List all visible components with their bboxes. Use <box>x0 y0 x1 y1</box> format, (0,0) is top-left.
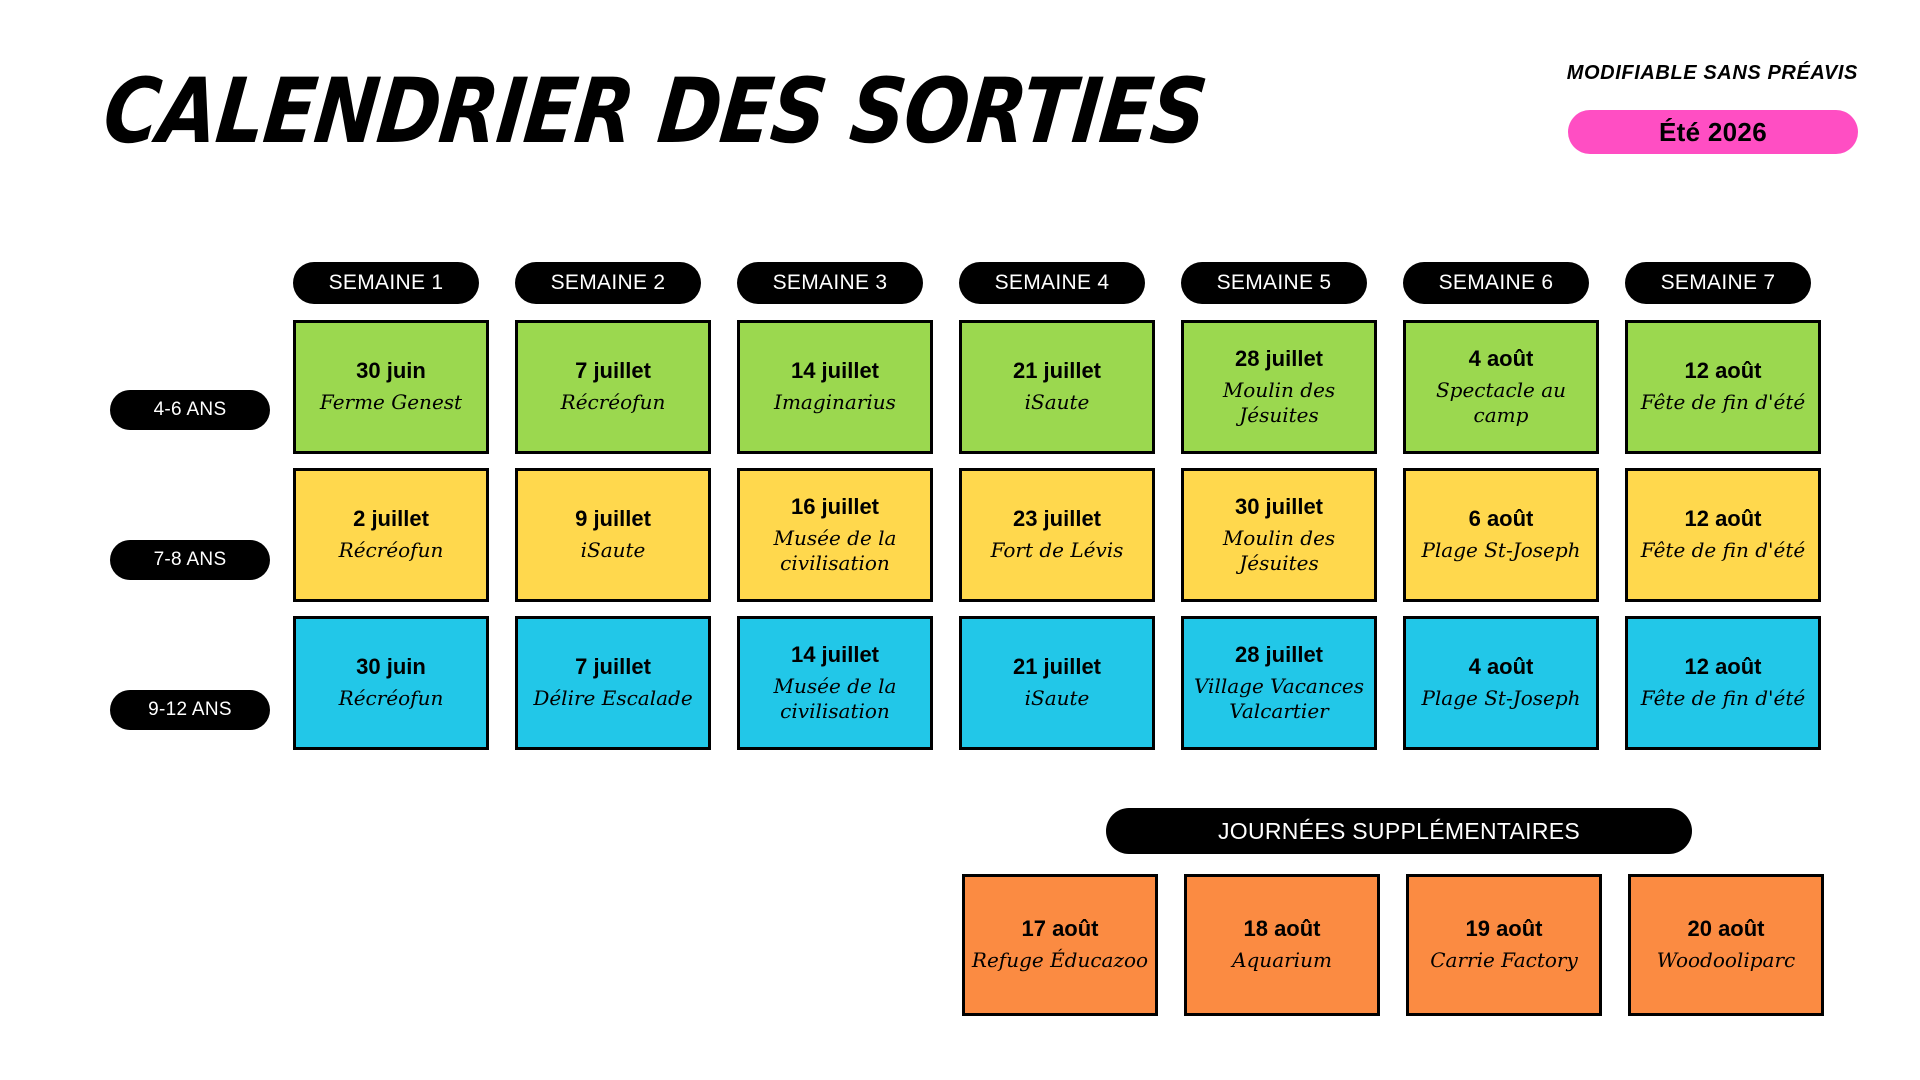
outing-activity: Récréofun <box>338 686 444 711</box>
outing-activity: Moulin des Jésuites <box>1222 526 1336 575</box>
outing-cell <box>1181 320 1377 454</box>
page-title: CALENDRIER DES SORTIES <box>98 58 1211 164</box>
outing-cell <box>515 616 711 750</box>
age-group-label-4-6: 4-6 ANS <box>110 390 270 430</box>
outing-activity: Fête de fin d'été <box>1640 686 1806 711</box>
outing-date: 12 août <box>1684 654 1762 680</box>
outing-cell <box>1181 616 1377 750</box>
outing-cell <box>515 468 711 602</box>
extra-day-activity: Woodooliparc <box>1656 948 1796 973</box>
outing-activity: Spectacle au camp <box>1435 378 1567 427</box>
extra-days-row <box>962 874 1824 1016</box>
schedule-row-4-6 <box>293 320 1821 454</box>
schedule-row-7-8 <box>293 468 1821 602</box>
extra-day-cell <box>1184 874 1380 1016</box>
outing-date: 23 juillet <box>1012 506 1102 532</box>
outing-cell <box>1403 320 1599 454</box>
outing-date: 7 juillet <box>575 654 651 680</box>
outing-cell <box>1625 616 1821 750</box>
outing-cell <box>959 320 1155 454</box>
outing-activity: Ferme Genest <box>319 390 463 415</box>
outing-activity: Fête de fin d'été <box>1640 390 1806 415</box>
age-group-label-9-12: 9-12 ANS <box>110 690 270 730</box>
week-header-3: SEMAINE 3 <box>737 262 923 304</box>
extra-day-date: 20 août <box>1687 916 1765 942</box>
outing-activity: Récréofun <box>560 390 666 415</box>
outing-cell <box>1625 320 1821 454</box>
outing-activity: Délire Escalade <box>533 686 693 711</box>
outing-cell <box>293 320 489 454</box>
outing-date: 14 juillet <box>790 358 880 384</box>
outing-cell <box>1403 468 1599 602</box>
outing-activity: Fête de fin d'été <box>1640 538 1806 563</box>
season-badge: Été 2026 <box>1568 110 1858 154</box>
week-header-4: SEMAINE 4 <box>959 262 1145 304</box>
outing-activity: iSaute <box>580 538 646 563</box>
outing-cell <box>737 468 933 602</box>
week-header-2: SEMAINE 2 <box>515 262 701 304</box>
outing-activity: Musée de la civilisation <box>773 674 897 723</box>
week-header-row <box>293 262 1811 304</box>
notice-text: MODIFIABLE SANS PRÉAVIS <box>1566 62 1858 84</box>
outing-date: 4 août <box>1468 654 1534 680</box>
outing-activity: iSaute <box>1024 390 1090 415</box>
extra-day-activity: Aquarium <box>1232 948 1332 973</box>
outing-date: 4 août <box>1468 346 1534 372</box>
outing-date: 28 juillet <box>1234 642 1324 668</box>
outing-date: 7 juillet <box>575 358 651 384</box>
week-header-1: SEMAINE 1 <box>293 262 479 304</box>
extra-day-date: 19 août <box>1465 916 1543 942</box>
outing-activity: Village Vacances Valcartier <box>1193 674 1365 723</box>
outing-cell <box>737 320 933 454</box>
outing-cell <box>1181 468 1377 602</box>
outing-date: 9 juillet <box>575 506 651 532</box>
extra-days-header: JOURNÉES SUPPLÉMENTAIRES <box>1106 808 1692 854</box>
outing-date: 16 juillet <box>790 494 880 520</box>
outing-activity: Fort de Lévis <box>990 538 1124 563</box>
extra-day-activity: Carrie Factory <box>1430 948 1578 973</box>
outing-cell <box>1403 616 1599 750</box>
age-group-label-7-8: 7-8 ANS <box>110 540 270 580</box>
week-header-5: SEMAINE 5 <box>1181 262 1367 304</box>
outing-activity: Plage St-Joseph <box>1421 538 1581 563</box>
outing-activity: Récréofun <box>338 538 444 563</box>
extra-day-date: 17 août <box>1021 916 1099 942</box>
outing-activity: Moulin des Jésuites <box>1222 378 1336 427</box>
outing-date: 30 juin <box>356 654 426 680</box>
schedule-row-9-12 <box>293 616 1821 750</box>
outing-activity: Musée de la civilisation <box>773 526 897 575</box>
outing-date: 6 août <box>1468 506 1534 532</box>
outing-cell <box>1625 468 1821 602</box>
outing-date: 21 juillet <box>1012 358 1102 384</box>
extra-day-activity: Refuge Éducazoo <box>971 948 1149 973</box>
outing-cell <box>959 468 1155 602</box>
outing-activity: iSaute <box>1024 686 1090 711</box>
outing-date: 12 août <box>1684 506 1762 532</box>
outing-date: 2 juillet <box>353 506 429 532</box>
extra-day-date: 18 août <box>1243 916 1321 942</box>
outing-cell <box>959 616 1155 750</box>
outing-date: 30 juin <box>356 358 426 384</box>
outing-date: 12 août <box>1684 358 1762 384</box>
extra-day-cell <box>1628 874 1824 1016</box>
outing-cell <box>737 616 933 750</box>
extra-day-cell <box>1406 874 1602 1016</box>
outing-activity: Plage St-Joseph <box>1421 686 1581 711</box>
outing-cell <box>293 616 489 750</box>
outing-date: 21 juillet <box>1012 654 1102 680</box>
outing-cell <box>515 320 711 454</box>
outing-date: 30 juillet <box>1234 494 1324 520</box>
extra-day-cell <box>962 874 1158 1016</box>
outing-activity: Imaginarius <box>774 390 896 415</box>
outing-date: 14 juillet <box>790 642 880 668</box>
week-header-6: SEMAINE 6 <box>1403 262 1589 304</box>
outing-cell <box>293 468 489 602</box>
outing-date: 28 juillet <box>1234 346 1324 372</box>
week-header-7: SEMAINE 7 <box>1625 262 1811 304</box>
